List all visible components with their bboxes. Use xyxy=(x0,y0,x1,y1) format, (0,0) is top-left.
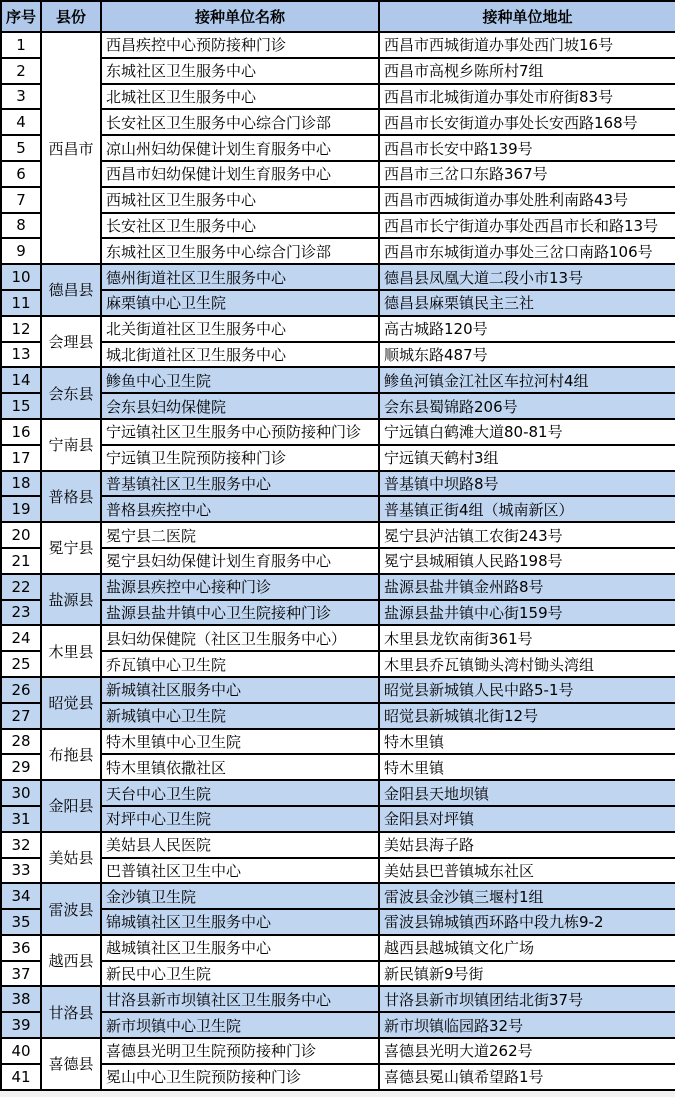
county-cell: 宁南县 xyxy=(41,419,101,471)
serial-number-cell: 27 xyxy=(1,703,41,729)
serial-number-cell: 34 xyxy=(1,883,41,909)
table-row xyxy=(1,986,675,1012)
county-cell: 布拖县 xyxy=(41,729,101,781)
serial-number-cell: 14 xyxy=(1,367,41,393)
serial-number-cell: 3 xyxy=(1,84,41,110)
unit-address-cell: 宁远镇白鹤滩大道80-81号 xyxy=(379,419,675,445)
serial-number-cell: 16 xyxy=(1,419,41,445)
serial-number-cell: 35 xyxy=(1,909,41,935)
table-row xyxy=(1,264,675,290)
serial-number-cell: 37 xyxy=(1,961,41,987)
unit-address-cell: 会东县蜀锦路206号 xyxy=(379,393,675,419)
table-row xyxy=(1,883,675,909)
serial-number-cell: 23 xyxy=(1,600,41,626)
serial-number-cell: 38 xyxy=(1,986,41,1012)
serial-number-cell: 1 xyxy=(1,32,41,58)
serial-number-cell: 33 xyxy=(1,858,41,884)
unit-address-cell: 新民镇新9号街 xyxy=(379,961,675,987)
table-row xyxy=(1,213,675,239)
table-row xyxy=(1,496,675,522)
serial-number-cell: 15 xyxy=(1,393,41,419)
unit-address-cell: 普基镇正街4组（城南新区） xyxy=(379,496,675,522)
unit-name-cell: 东城社区卫生服务中心综合门诊部 xyxy=(101,238,379,264)
unit-address-cell: 西昌市高枧乡陈所村7组 xyxy=(379,58,675,84)
unit-address-cell: 西昌市北城街道办事处市府街83号 xyxy=(379,84,675,110)
unit-name-cell: 新城镇中心卫生院 xyxy=(101,703,379,729)
table-row xyxy=(1,342,675,368)
table-row xyxy=(1,754,675,780)
table-row xyxy=(1,161,675,187)
unit-name-cell: 凉山州妇幼保健计划生育服务中心 xyxy=(101,135,379,161)
serial-number-cell: 4 xyxy=(1,109,41,135)
serial-number-cell: 40 xyxy=(1,1038,41,1064)
header-row xyxy=(1,1,675,32)
unit-name-cell: 特木里镇中心卫生院 xyxy=(101,729,379,755)
unit-address-cell: 昭觉县新城镇北街12号 xyxy=(379,703,675,729)
unit-name-cell: 盐源县盐井镇中心卫生院接种门诊 xyxy=(101,600,379,626)
table-row xyxy=(1,548,675,574)
unit-name-cell: 普基镇社区卫生服务中心 xyxy=(101,471,379,497)
serial-number-cell: 11 xyxy=(1,290,41,316)
serial-number-cell: 22 xyxy=(1,574,41,600)
header-unit-address: 接种单位地址 xyxy=(379,1,675,32)
county-cell: 德昌县 xyxy=(41,264,101,316)
table-row xyxy=(1,780,675,806)
unit-address-cell: 西昌市三岔口东路367号 xyxy=(379,161,675,187)
table-row xyxy=(1,935,675,961)
unit-address-cell: 西昌市长安中路139号 xyxy=(379,135,675,161)
header-unit-name: 接种单位名称 xyxy=(101,1,379,32)
table-row xyxy=(1,909,675,935)
unit-address-cell: 木里县龙钦南街361号 xyxy=(379,625,675,651)
serial-number-cell: 32 xyxy=(1,832,41,858)
unit-address-cell: 德昌县凤凰大道二段小市13号 xyxy=(379,264,675,290)
unit-name-cell: 麻栗镇中心卫生院 xyxy=(101,290,379,316)
unit-name-cell: 特木里镇依撒社区 xyxy=(101,754,379,780)
unit-address-cell: 甘洛县新市坝镇团结北街37号 xyxy=(379,986,675,1012)
table-row xyxy=(1,109,675,135)
unit-name-cell: 宁远镇社区卫生服务中心预防接种门诊 xyxy=(101,419,379,445)
table-row xyxy=(1,651,675,677)
unit-name-cell: 乔瓦镇中心卫生院 xyxy=(101,651,379,677)
table-row xyxy=(1,316,675,342)
unit-name-cell: 盐源县疾控中心接种门诊 xyxy=(101,574,379,600)
unit-name-cell: 西城社区卫生服务中心 xyxy=(101,187,379,213)
table-row xyxy=(1,135,675,161)
table-row xyxy=(1,858,675,884)
county-cell: 盐源县 xyxy=(41,574,101,626)
unit-address-cell: 宁远镇天鹤村3组 xyxy=(379,445,675,471)
unit-name-cell: 长安社区卫生服务中心综合门诊部 xyxy=(101,109,379,135)
serial-number-cell: 41 xyxy=(1,1064,41,1090)
header-county: 县份 xyxy=(41,1,101,32)
table-row xyxy=(1,729,675,755)
unit-name-cell: 长安社区卫生服务中心 xyxy=(101,213,379,239)
table-row xyxy=(1,471,675,497)
table-row xyxy=(1,419,675,445)
county-cell: 美姑县 xyxy=(41,832,101,884)
unit-name-cell: 普格县疾控中心 xyxy=(101,496,379,522)
serial-number-cell: 13 xyxy=(1,342,41,368)
unit-address-cell: 鲹鱼河镇金江社区车拉河村4组 xyxy=(379,367,675,393)
unit-address-cell: 顺城东路487号 xyxy=(379,342,675,368)
unit-name-cell: 冕山中心卫生院预防接种门诊 xyxy=(101,1064,379,1090)
unit-name-cell: 金沙镇卫生院 xyxy=(101,883,379,909)
unit-name-cell: 对坪中心卫生院 xyxy=(101,806,379,832)
unit-name-cell: 越城镇社区卫生服务中心 xyxy=(101,935,379,961)
serial-number-cell: 39 xyxy=(1,1012,41,1038)
serial-number-cell: 24 xyxy=(1,625,41,651)
serial-number-cell: 20 xyxy=(1,522,41,548)
serial-number-cell: 8 xyxy=(1,213,41,239)
table-row xyxy=(1,84,675,110)
unit-address-cell: 美姑县海子路 xyxy=(379,832,675,858)
serial-number-cell: 21 xyxy=(1,548,41,574)
serial-number-cell: 30 xyxy=(1,780,41,806)
serial-number-cell: 2 xyxy=(1,58,41,84)
unit-address-cell: 普基镇中坝路8号 xyxy=(379,471,675,497)
table-row xyxy=(1,1038,675,1064)
serial-number-cell: 9 xyxy=(1,238,41,264)
unit-name-cell: 北关街道社区卫生服务中心 xyxy=(101,316,379,342)
unit-address-cell: 高古城路120号 xyxy=(379,316,675,342)
unit-name-cell: 新城镇社区服务中心 xyxy=(101,677,379,703)
unit-address-cell: 西昌市东城街道办事处三岔口南路106号 xyxy=(379,238,675,264)
table-row xyxy=(1,58,675,84)
table-header xyxy=(1,1,675,32)
county-cell: 喜德县 xyxy=(41,1038,101,1090)
unit-address-cell: 喜德县冕山镇希望路1号 xyxy=(379,1064,675,1090)
serial-number-cell: 12 xyxy=(1,316,41,342)
county-cell: 冕宁县 xyxy=(41,522,101,574)
serial-number-cell: 29 xyxy=(1,754,41,780)
county-cell: 会理县 xyxy=(41,316,101,368)
unit-address-cell: 西昌市西城街道办事处胜利南路43号 xyxy=(379,187,675,213)
unit-address-cell: 盐源县盐井镇金州路8号 xyxy=(379,574,675,600)
table-row xyxy=(1,1064,675,1090)
county-cell: 西昌市 xyxy=(41,32,101,264)
header-serial-number: 序号 xyxy=(1,1,41,32)
table-row xyxy=(1,961,675,987)
county-cell: 木里县 xyxy=(41,625,101,677)
county-cell: 会东县 xyxy=(41,367,101,419)
unit-name-cell: 巴普镇社区卫生中心 xyxy=(101,858,379,884)
unit-name-cell: 美姑县人民医院 xyxy=(101,832,379,858)
unit-address-cell: 冕宁县城厢镇人民路198号 xyxy=(379,548,675,574)
unit-name-cell: 新民中心卫生院 xyxy=(101,961,379,987)
table-row xyxy=(1,367,675,393)
county-cell: 雷波县 xyxy=(41,883,101,935)
serial-number-cell: 6 xyxy=(1,161,41,187)
unit-address-cell: 越西县越城镇文化广场 xyxy=(379,935,675,961)
table-row xyxy=(1,574,675,600)
unit-address-cell: 西昌市长安街道办事处长安西路168号 xyxy=(379,109,675,135)
unit-name-cell: 县妇幼保健院（社区卫生服务中心） xyxy=(101,625,379,651)
unit-name-cell: 冕宁县二医院 xyxy=(101,522,379,548)
serial-number-cell: 26 xyxy=(1,677,41,703)
table-row xyxy=(1,522,675,548)
unit-address-cell: 雷波县锦城镇西环路中段九栋9-2 xyxy=(379,909,675,935)
unit-address-cell: 喜德县光明大道262号 xyxy=(379,1038,675,1064)
unit-address-cell: 西昌市西城街道办事处西门坡16号 xyxy=(379,32,675,58)
unit-name-cell: 甘洛县新市坝镇社区卫生服务中心 xyxy=(101,986,379,1012)
unit-address-cell: 冕宁县泸沽镇工农街243号 xyxy=(379,522,675,548)
unit-address-cell: 特木里镇 xyxy=(379,754,675,780)
unit-address-cell: 昭觉县新城镇人民中路5-1号 xyxy=(379,677,675,703)
table-row xyxy=(1,703,675,729)
unit-name-cell: 冕宁县妇幼保健计划生育服务中心 xyxy=(101,548,379,574)
serial-number-cell: 17 xyxy=(1,445,41,471)
table-body xyxy=(1,32,675,1090)
table-row xyxy=(1,1012,675,1038)
table-row xyxy=(1,238,675,264)
unit-name-cell: 鲹鱼中心卫生院 xyxy=(101,367,379,393)
unit-name-cell: 东城社区卫生服务中心 xyxy=(101,58,379,84)
serial-number-cell: 5 xyxy=(1,135,41,161)
unit-name-cell: 新市坝镇中心卫生院 xyxy=(101,1012,379,1038)
table-row xyxy=(1,600,675,626)
unit-name-cell: 西昌市妇幼保健计划生育服务中心 xyxy=(101,161,379,187)
serial-number-cell: 31 xyxy=(1,806,41,832)
unit-address-cell: 西昌市长宁街道办事处西昌市长和路13号 xyxy=(379,213,675,239)
table-row xyxy=(1,187,675,213)
county-cell: 越西县 xyxy=(41,935,101,987)
table-row xyxy=(1,625,675,651)
serial-number-cell: 36 xyxy=(1,935,41,961)
unit-name-cell: 德州街道社区卫生服务中心 xyxy=(101,264,379,290)
table-row xyxy=(1,677,675,703)
unit-address-cell: 盐源县盐井镇中心街159号 xyxy=(379,600,675,626)
county-cell: 昭觉县 xyxy=(41,677,101,729)
serial-number-cell: 28 xyxy=(1,729,41,755)
unit-address-cell: 金阳县天地坝镇 xyxy=(379,780,675,806)
county-cell: 甘洛县 xyxy=(41,986,101,1038)
unit-name-cell: 西昌疾控中心预防接种门诊 xyxy=(101,32,379,58)
table-row xyxy=(1,806,675,832)
unit-name-cell: 北城社区卫生服务中心 xyxy=(101,84,379,110)
unit-address-cell: 德昌县麻栗镇民主三社 xyxy=(379,290,675,316)
table-row xyxy=(1,32,675,58)
county-cell: 普格县 xyxy=(41,471,101,523)
table-row xyxy=(1,290,675,316)
unit-address-cell: 美姑县巴普镇城东社区 xyxy=(379,858,675,884)
serial-number-cell: 19 xyxy=(1,496,41,522)
unit-name-cell: 喜德县光明卫生院预防接种门诊 xyxy=(101,1038,379,1064)
unit-address-cell: 雷波县金沙镇三堰村1组 xyxy=(379,883,675,909)
unit-name-cell: 城北街道社区卫生服务中心 xyxy=(101,342,379,368)
unit-address-cell: 新市坝镇临园路32号 xyxy=(379,1012,675,1038)
unit-name-cell: 会东县妇幼保健院 xyxy=(101,393,379,419)
table-row xyxy=(1,445,675,471)
serial-number-cell: 18 xyxy=(1,471,41,497)
serial-number-cell: 10 xyxy=(1,264,41,290)
unit-name-cell: 天台中心卫生院 xyxy=(101,780,379,806)
unit-address-cell: 特木里镇 xyxy=(379,729,675,755)
unit-address-cell: 金阳县对坪镇 xyxy=(379,806,675,832)
unit-address-cell: 木里县乔瓦镇锄头湾村锄头湾组 xyxy=(379,651,675,677)
unit-name-cell: 宁远镇卫生院预防接种门诊 xyxy=(101,445,379,471)
table-row xyxy=(1,393,675,419)
county-cell: 金阳县 xyxy=(41,780,101,832)
serial-number-cell: 7 xyxy=(1,187,41,213)
serial-number-cell: 25 xyxy=(1,651,41,677)
table-row xyxy=(1,832,675,858)
unit-name-cell: 锦城镇社区卫生服务中心 xyxy=(101,909,379,935)
